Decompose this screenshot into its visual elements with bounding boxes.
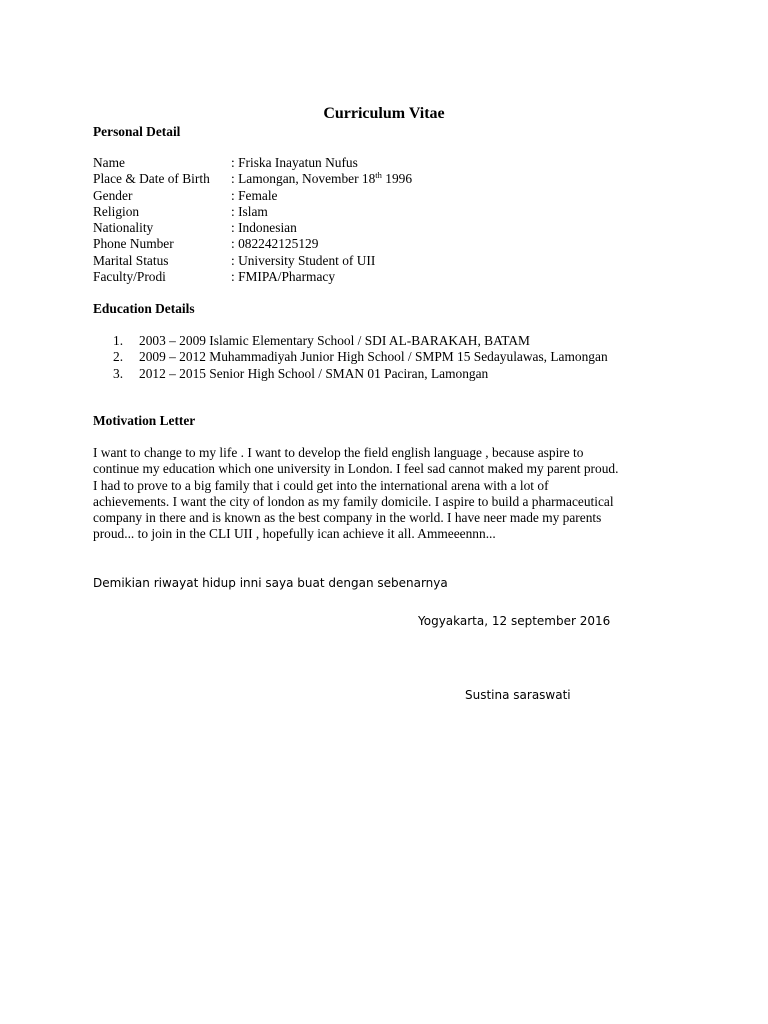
detail-value: : 082242125129 <box>231 236 319 252</box>
letter-line: continue my education which one university in London. I feel sad cannot maked my parent proud. <box>93 461 619 477</box>
list-item-text: 2012 – 2015 Senior High School / SMAN 01 Paciran, Lamongan <box>139 365 489 381</box>
detail-label: Faculty/Prodi <box>93 269 166 285</box>
list-item <box>93 349 608 365</box>
detail-value: : University Student of UII <box>231 252 376 268</box>
detail-label: Religion <box>93 203 140 219</box>
education-details-heading: Education Details <box>93 301 195 316</box>
letter-line: company in there and is known as the best company in the world. I have neer made my parents <box>93 510 602 526</box>
letter-line: I had to prove to a big family that i could get into the international arena with a lot of <box>93 477 549 493</box>
list-number: 3. <box>113 365 124 381</box>
motivation-letter-body <box>93 445 683 543</box>
detail-row-name <box>93 155 412 171</box>
detail-value: : Islam <box>231 203 268 219</box>
detail-row-faculty <box>93 269 412 285</box>
motivation-letter-heading: Motivation Letter <box>93 413 196 428</box>
closing-statement: Demikian riwayat hidup inni saya buat dengan sebenarnya <box>93 576 448 590</box>
detail-label: Phone Number <box>93 236 174 252</box>
detail-label: Place & Date of Birth <box>93 171 210 187</box>
letter-line: proud... to join in the CLI UII , hopefully ican achieve it all. Ammeeennn... <box>93 526 496 542</box>
detail-value: : Friska Inayatun Nufus <box>231 155 358 170</box>
letter-line: I want to change to my life . I want to develop the field english language , because aspire to <box>93 445 584 460</box>
birth-value-main: : Lamongan, November 18 <box>231 171 376 187</box>
detail-value: : Indonesian <box>231 220 297 236</box>
detail-row-marital <box>93 253 412 269</box>
detail-value: : FMIPA/Pharmacy <box>231 269 336 285</box>
signature-name: Sustina saraswati <box>465 688 571 702</box>
personal-details-table <box>93 155 412 285</box>
personal-detail-heading: Personal Detail <box>93 124 181 139</box>
detail-value <box>231 171 412 187</box>
place-and-date: Yogyakarta, 12 september 2016 <box>418 614 611 628</box>
detail-row-gender <box>93 188 412 204</box>
list-item-text: 2003 – 2009 Islamic Elementary School / SDI AL-BARAKAH, BATAM <box>139 333 530 348</box>
detail-label: Marital Status <box>93 252 169 268</box>
letter-line: achievements. I want the city of london as my family domicile. I aspire to build a pharmaceutical <box>93 493 614 509</box>
detail-row-religion <box>93 204 412 220</box>
birth-value-year: 1996 <box>381 171 413 187</box>
detail-label: Nationality <box>93 220 154 236</box>
detail-row-nationality <box>93 220 412 236</box>
birth-ordinal-suffix: th <box>375 170 382 181</box>
detail-label: Gender <box>93 187 133 203</box>
education-list <box>93 333 608 382</box>
list-number: 2. <box>113 349 124 365</box>
detail-value: : Female <box>231 187 278 203</box>
detail-row-phone <box>93 236 412 252</box>
list-item <box>93 366 608 382</box>
list-item <box>93 333 608 349</box>
list-item-text: 2009 – 2012 Muhammadiyah Junior High School / SMPM 15 Sedayulawas, Lamongan <box>139 349 608 365</box>
detail-label: Name <box>93 155 125 170</box>
detail-row-birth <box>93 171 412 187</box>
document-title: Curriculum Vitae <box>323 105 445 122</box>
list-number: 1. <box>113 333 124 348</box>
